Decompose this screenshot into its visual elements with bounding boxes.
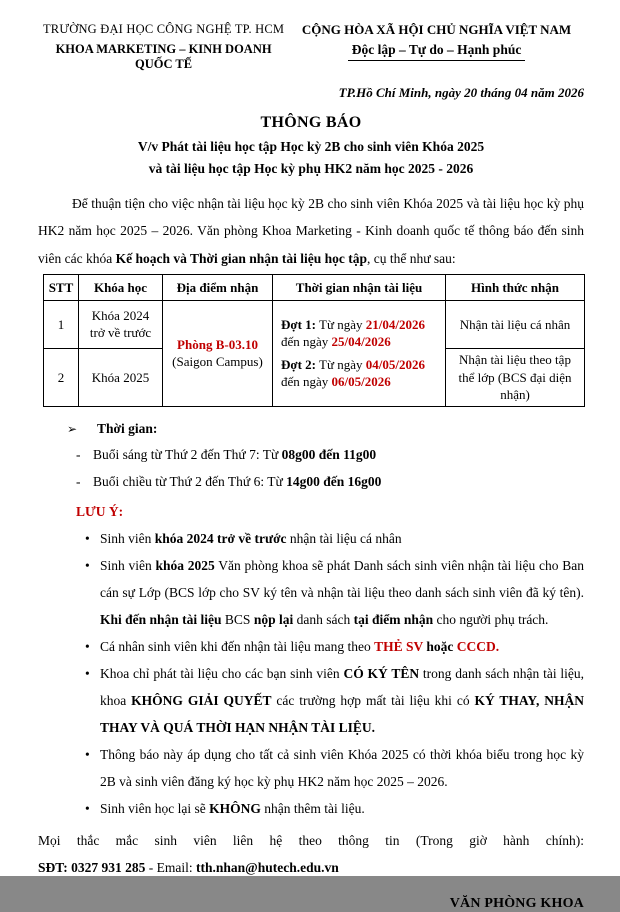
note-text: Cá nhân sinh viên khi đến nhận tài liệu mang theo THẺ SV hoặc CCCD. (100, 638, 500, 654)
bullet-icon: • (85, 557, 90, 573)
col-header-course: Khóa học (79, 274, 163, 300)
list-item (83, 795, 584, 822)
bullet-icon: • (85, 800, 90, 816)
place-date-line: TP.Hồ Chí Minh, ngày 20 tháng 04 năm 2026 (338, 85, 584, 100)
document-title: THÔNG BÁO (260, 114, 362, 131)
bullet-icon: • (85, 665, 90, 681)
cell-method: Nhận tài liệu theo tập thể lớp (BCS đại diện nhận) (446, 348, 585, 406)
distribution-schedule-table (43, 274, 585, 407)
intro-paragraph: Để thuận tiện cho việc nhận tài liệu học kỳ 2B cho sinh viên Khóa 2025 và tài liệu học kỳ phụ HK2 năm học 2025 – 2026. Văn phòng Khoa Marketing - Kinh doanh quốc tế thông báo đến sinh viên các khóa Kế hoạch và Thời gian nhận tài liệu học tập, cụ thể như sau: (38, 196, 584, 266)
dash-icon: - (76, 447, 81, 463)
time-heading-label: Thời gian: (97, 420, 158, 436)
note-text: Khoa chỉ phát tài liệu cho các bạn sinh viên CÓ KÝ TÊN trong danh sách nhận tài liệu, khoa KHÔNG GIẢI QUYẾT các trường hợp mất tài liệu khi có KÝ THAY, NHẬN THAY VÀ QUÁ THỜI HẠN NHẬN TÀI LIỆU. (100, 665, 584, 735)
national-motto: Độc lập – Tự do – Hạnh phúc (348, 42, 526, 61)
room-number: Phòng B-03.10 (177, 336, 258, 352)
bullet-icon: • (85, 746, 90, 762)
cell-method: Nhận tài liệu cá nhân (446, 300, 585, 348)
col-header-time: Thời gian nhận tài liệu (273, 274, 446, 300)
notes-heading: LƯU Ý: (76, 504, 124, 520)
contact-block (38, 829, 584, 879)
bullet-icon: • (85, 638, 90, 654)
issuing-org-block (38, 22, 289, 72)
campus-name: (Saigon Campus) (172, 354, 263, 370)
country-title: CỘNG HÒA XÃ HỘI CHỦ NGHĨA VIỆT NAM (301, 22, 572, 37)
note-text: Sinh viên học lại sẽ KHÔNG nhận thêm tài liệu. (100, 800, 365, 816)
cell-location (163, 300, 273, 406)
bullet-icon: • (85, 530, 90, 546)
col-header-location: Địa điểm nhận (163, 274, 273, 300)
signature-block: VĂN PHÒNG KHOA (449, 896, 584, 912)
national-motto-block (289, 22, 584, 72)
time-item-afternoon (76, 468, 584, 495)
university-name: TRƯỜNG ĐẠI HỌC CÔNG NGHỆ TP. HCM (42, 22, 285, 36)
note-text: Sinh viên khóa 2025 Văn phòng khoa sẽ phát Danh sách sinh viên nhận tài liệu cho Ban cán sự Lớp (BCS lớp cho SV ký tên và nhận tài liệu theo danh sách sinh viên đã ký tên). Khi đến nhận tài liệu BCS nộp lại danh sách tại điểm nhận cho người phụ trách. (100, 557, 584, 627)
time-section-heading (67, 416, 584, 442)
time-item-morning (76, 441, 584, 468)
notes-list (83, 525, 584, 822)
table-header-row (44, 274, 585, 300)
list-item (83, 660, 584, 741)
period-2: Đợt 2: Từ ngày 04/05/2026 đến ngày 06/05/2026 (281, 356, 426, 390)
contact-details-line: SĐT: 0327 931 285 - Email: tth.nhan@hutech.edu.vn (38, 859, 339, 875)
cell-course: Khóa 2024 trở về trước (79, 300, 163, 348)
subject-line-1: V/v Phát tài liệu học tập Học kỳ 2B cho sinh viên Khóa 2025 (137, 139, 485, 154)
cell-course: Khóa 2025 (79, 348, 163, 406)
cell-time (273, 300, 446, 406)
note-text: Thông báo này áp dụng cho tất cả sinh viên Khóa 2025 có thời khóa biểu trong học kỳ 2B và sinh viên đăng ký học kỳ phụ HK2 năm học 2025 – 2026. (100, 746, 584, 789)
cell-stt: 1 (44, 300, 79, 348)
subject-line-2: và tài liệu học tập Học kỳ phụ HK2 năm học 2025 - 2026 (148, 160, 474, 176)
time-item-text: Buổi chiều từ Thứ 2 đến Thứ 6: Từ 14g00 đến 16g00 (93, 474, 382, 490)
dash-icon: - (76, 474, 81, 490)
list-item (83, 741, 584, 795)
document-subject (38, 136, 584, 179)
list-item (83, 633, 584, 660)
arrow-bullet-icon: ➢ (67, 421, 78, 436)
list-item (83, 552, 584, 633)
time-item-text: Buổi sáng từ Thứ 2 đến Thứ 7: Từ 08g00 đến 11g00 (93, 447, 377, 463)
list-item (83, 525, 584, 552)
table-row (44, 300, 585, 348)
document-header (38, 22, 584, 72)
col-header-method: Hình thức nhận (446, 274, 585, 300)
cell-stt: 2 (44, 348, 79, 406)
faculty-name: KHOA MARKETING – KINH DOANH QUỐC TẾ (55, 42, 272, 71)
note-text: Sinh viên khóa 2024 trở về trước nhận tài liệu cá nhân (100, 530, 402, 546)
period-1: Đợt 1: Từ ngày 21/04/2026 đến ngày 25/04/2026 (281, 316, 426, 350)
contact-intro-line: Mọi thắc mắc sinh viên liên hệ theo thông tin (Trong giờ hành chính): (38, 832, 584, 848)
col-header-stt: STT (44, 274, 79, 300)
